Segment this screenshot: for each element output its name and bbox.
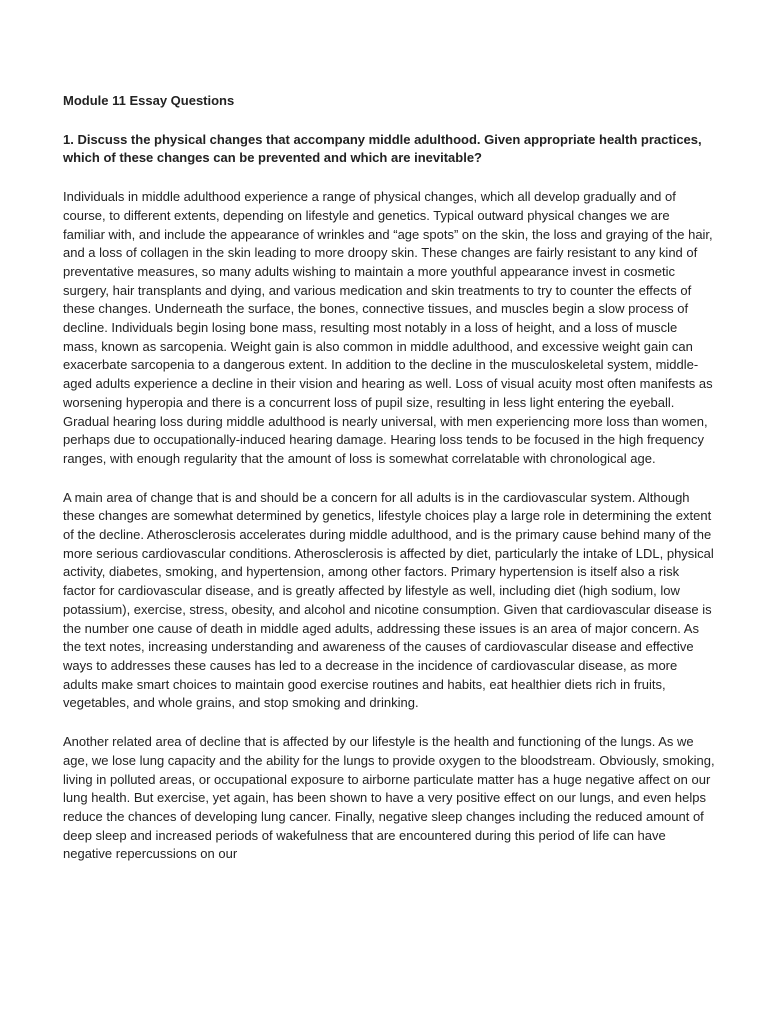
document-title: Module 11 Essay Questions: [63, 93, 235, 108]
paragraph-cardiovascular: A main area of change that is and should be a concern for all adults is in the cardiovascular system. Although these changes are somewhat determined by genetics, lifestyle choices play a large role in determining the extent of the decline. Atherosclerosis accelerates during middle adulthood, and is the primary cause behind many of the more serious cardiovascular conditions. Atherosclerosis is affected by diet, particularly the intake of LDL, physical activity, diabetes, smoking, and hypertension, among other factors. Primary hypertension is itself also a risk factor for cardiovascular disease, and is greatly affected by lifestyle as well, including diet (high sodium, low potassium), exercise, stress, obesity, and alcohol and nicotine consumption. Given that cardiovascular disease is the number one cause of death in middle aged adults, addressing these issues is an area of major concern. As the text notes, increasing understanding and awareness of the causes of cardiovascular disease and effective ways to addresses these causes has led to a decrease in the incidence of cardiovascular disease, as more adults make smart choices to maintain good exercise routines and habits, eat healthier diets rich in fruits, vegetables, and whole grains, and stop smoking and drinking.: [63, 489, 714, 711]
essay-question: 1. Discuss the physical changes that accompany middle adulthood. Given appropriate health practices, which of these changes can be prevented and which are inevitable?: [63, 131, 702, 166]
document-page: [63, 92, 715, 864]
paragraph-physical-changes: Individuals in middle adulthood experience a range of physical changes, which all develop gradually and of course, to different extents, depending on lifestyle and genetics. Typical outward physical changes we are familiar with, and include the appearance of wrinkles and “age spots” on the skin, the loss and graying of the hair, and a loss of collagen in the skin leading to more droopy skin. These changes are fairly resistant to any kind of preventative measures, so many adults wishing to maintain a more youthful appearance invest in cosmetic surgery, hair transplants and dying, and various medication and skin treatments to try to counter the effects of these changes. Underneath the surface, the bones, connective tissues, and muscles begin a slow process of decline. Individuals begin losing bone mass, resulting most notably in a loss of height, and a loss of muscle mass, known as sarcopenia. Weight gain is also common in middle adulthood, and excessive weight gain can exacerbate sarcopenia to a dangerous extent. In addition to the decline in the musculoskeletal system, middle-aged adults experience a decline in their vision and hearing as well. Loss of visual acuity most often manifests as worsening hyperopia and there is a concurrent loss of pupil size, resulting in less light entering the eyeball. Gradual hearing loss during middle adulthood is nearly universal, with men experiencing more loss than women, perhaps due to occupationally-induced hearing damage. Hearing loss tends to be focused in the high frequency ranges, with enough regularity that the amount of loss is somewhat correlatable with chronological age.: [63, 189, 713, 466]
paragraph-lungs: Another related area of decline that is affected by our lifestyle is the health and functioning of the lungs. As we age, we lose lung capacity and the ability for the lungs to provide oxygen to the bloodstream. Obviously, smoking, living in polluted areas, or occupational exposure to airborne particulate matter has a huge negative affect on our lung health. But exercise, yet again, has been shown to have a very positive effect on our lungs, and even helps reduce the chances of developing lung cancer. Finally, negative sleep changes including the reduced amount of deep sleep and increased periods of wakefulness that are encountered during this period of life can have negative repercussions on our: [63, 734, 715, 862]
